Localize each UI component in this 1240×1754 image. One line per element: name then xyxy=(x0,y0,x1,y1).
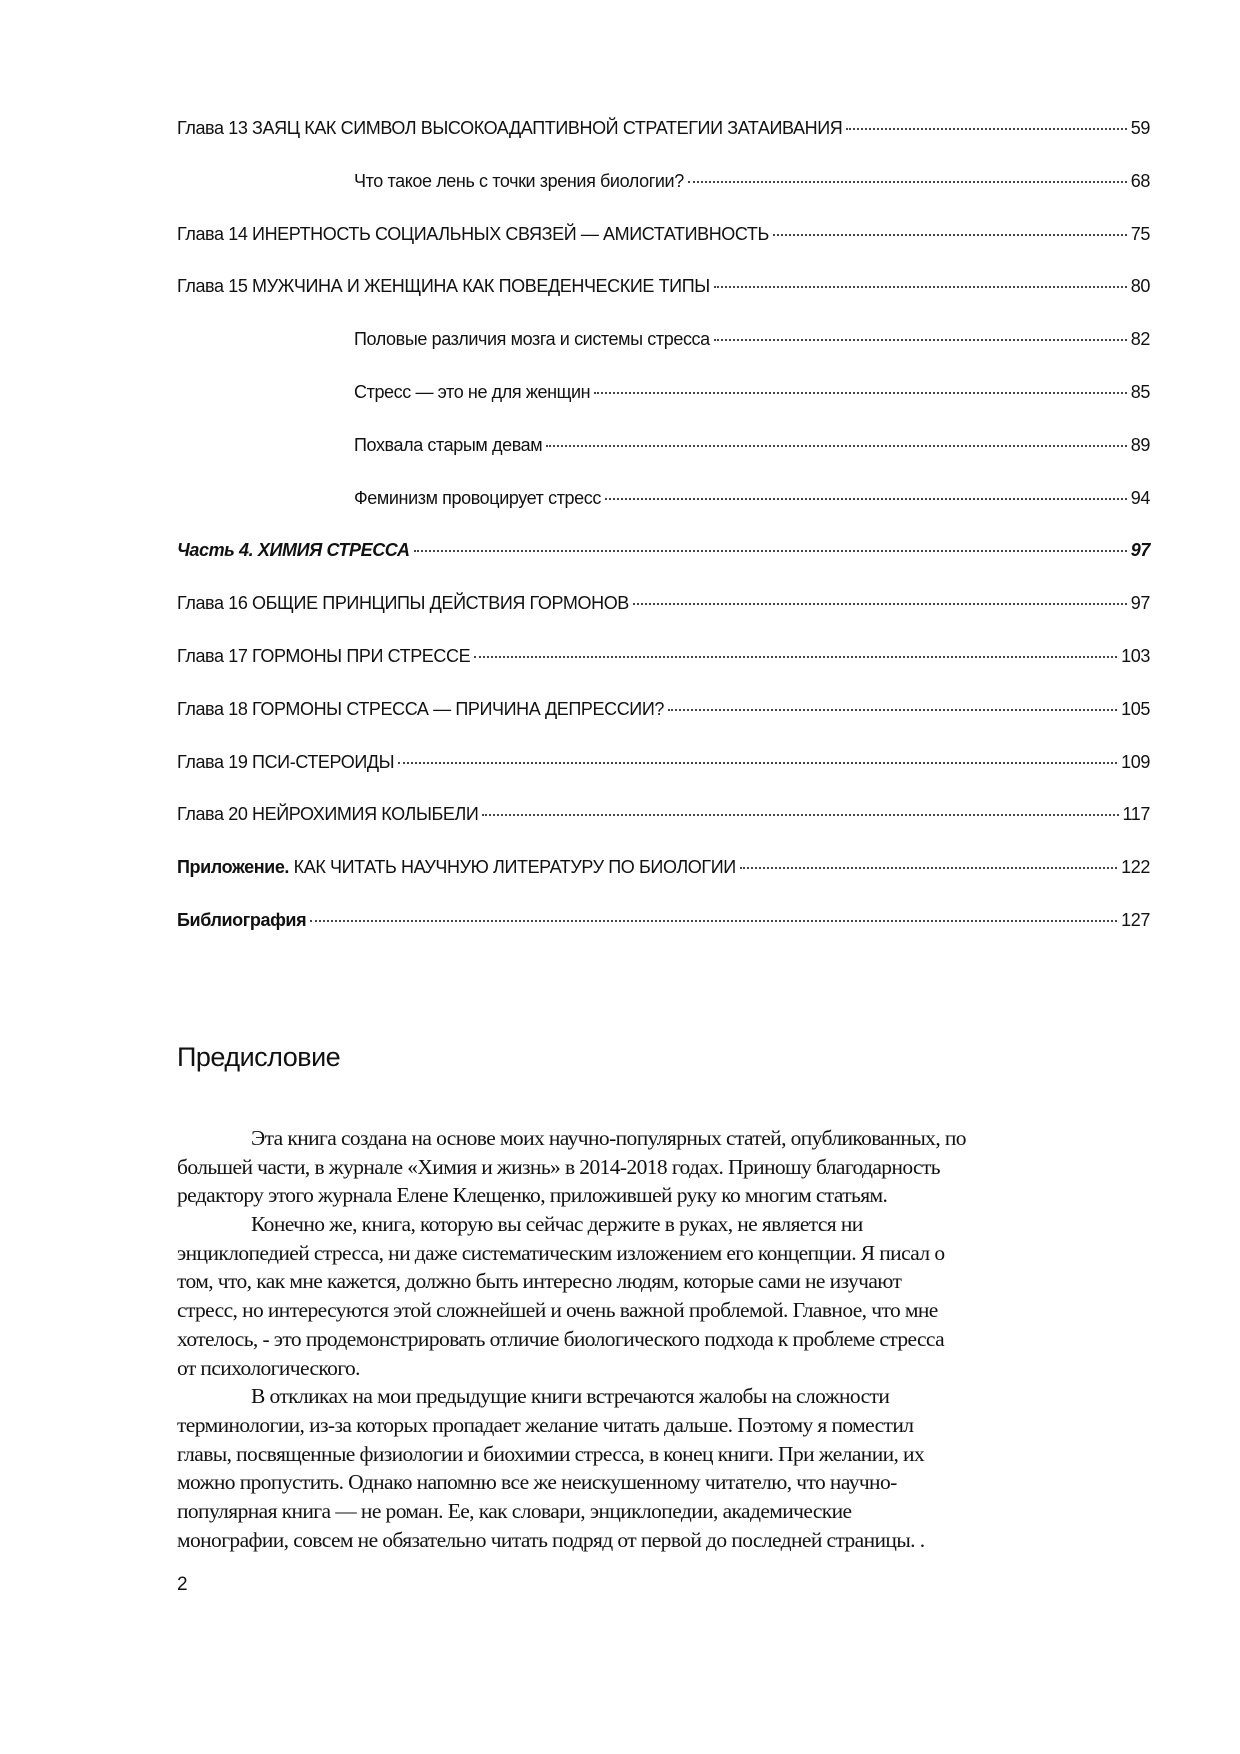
dot-leader xyxy=(773,234,1127,236)
dot-leader xyxy=(546,445,1126,447)
dot-leader xyxy=(714,286,1127,288)
dot-leader xyxy=(482,814,1118,816)
toc-label: КАК ЧИТАТЬ НАУЧНУЮ ЛИТЕРАТУРУ ПО БИОЛОГИИ xyxy=(289,857,736,878)
dot-leader xyxy=(668,709,1117,711)
toc-page: 85 xyxy=(1130,381,1150,402)
text-line: энциклопедией стресса, ни даже систематическим изложением его концепции. Я писал о xyxy=(177,1240,945,1265)
toc-entry[interactable] xyxy=(177,857,1150,910)
toc-page: 82 xyxy=(1130,329,1150,350)
toc-entry[interactable] xyxy=(177,488,1150,541)
toc-entry[interactable] xyxy=(177,171,1150,224)
toc-label-bold: Библиография xyxy=(177,909,307,930)
text-line: хотелось, - это продемонстрировать отличие биологического подхода к проблеме стресса xyxy=(177,1326,945,1351)
preface-heading: Предисловие xyxy=(177,1042,341,1072)
preface-body xyxy=(177,1124,1157,1554)
toc-label: Глава 18 ГОРМОНЫ СТРЕССА — ПРИЧИНА ДЕПРЕССИИ? xyxy=(177,698,664,719)
toc-label: Что такое лень с точки зрения биологии? xyxy=(354,170,684,191)
toc-page: 117 xyxy=(1122,804,1150,825)
toc-label: Глава 15 МУЖЧИНА И ЖЕНЩИНА КАК ПОВЕДЕНЧЕСКИЕ ТИПЫ xyxy=(177,276,710,297)
toc-label: Глава 16 ОБЩИЕ ПРИНЦИПЫ ДЕЙСТВИЯ ГОРМОНОВ xyxy=(177,593,629,614)
dot-leader xyxy=(740,867,1117,869)
toc-entry[interactable] xyxy=(177,804,1150,857)
toc-page: 97 xyxy=(1130,593,1150,614)
toc-entry[interactable] xyxy=(177,699,1150,752)
dot-leader xyxy=(398,762,1117,764)
text-line: Конечно же, книга, которую вы сейчас держите в руках, не является ни xyxy=(251,1212,863,1237)
toc-entry[interactable] xyxy=(177,435,1150,488)
toc-page: 80 xyxy=(1130,276,1150,297)
toc-entry[interactable] xyxy=(177,224,1150,277)
text-line: В откликах на мои предыдущие книги встречаются жалобы на сложности xyxy=(251,1384,890,1409)
dot-leader xyxy=(688,181,1127,183)
toc-page: 122 xyxy=(1121,857,1150,878)
toc-entry[interactable] xyxy=(177,118,1150,171)
dot-leader xyxy=(474,656,1117,658)
toc-label: Глава 19 ПСИ-СТЕРОИДЫ xyxy=(177,751,395,772)
toc-label: Глава 14 ИНЕРТНОСТЬ СОЦИАЛЬНЫХ СВЯЗЕЙ — АМИСТАТИВНОСТЬ xyxy=(177,223,769,244)
text-line: монографии, совсем не обязательно читать подряд от первой до последней страницы. . xyxy=(177,1527,925,1552)
dot-leader xyxy=(310,920,1117,922)
toc-page: 97 xyxy=(1130,540,1150,561)
toc-entry[interactable] xyxy=(177,910,1150,963)
text-line: редактору этого журнала Елене Клещенко, приложившей руку ко многим статьям. xyxy=(177,1183,888,1208)
toc-page: 68 xyxy=(1130,170,1150,191)
text-line: Эта книга создана на основе моих научно-популярных статей, опубликованных, по xyxy=(251,1126,966,1150)
toc-label: Часть 4. ХИМИЯ СТРЕССА xyxy=(177,540,410,561)
toc-label: Феминизм провоцирует стресс xyxy=(354,487,601,508)
text-line: главы, посвященные физиологии и биохимии стресса, в конец книги. При желании, их xyxy=(177,1441,925,1466)
toc-page: 105 xyxy=(1121,698,1150,719)
text-line: том, что, как мне кажется, должно быть интересно людям, которые сами не изучают xyxy=(177,1269,902,1294)
text-line: терминологии, из-за которых пропадает желание читать дальше. Поэтому я поместил xyxy=(177,1412,914,1437)
dot-leader xyxy=(714,339,1127,341)
text-line: от психологического. xyxy=(177,1355,360,1380)
toc-label: Похвала старым девам xyxy=(354,434,543,455)
toc-page: 94 xyxy=(1130,487,1150,508)
toc-label-bold: Приложение. xyxy=(177,857,290,878)
toc-page: 89 xyxy=(1130,434,1150,455)
toc-label: Глава 17 ГОРМОНЫ ПРИ СТРЕССЕ xyxy=(177,645,471,666)
text-line: можно пропустить. Однако напомню все же неискушенному читателю, что научно- xyxy=(177,1470,897,1495)
toc-entry[interactable] xyxy=(177,276,1150,329)
text-line: популярная книга — не роман. Ее, как словари, энциклопедии, академические xyxy=(177,1498,852,1523)
toc-page: 75 xyxy=(1130,223,1150,244)
toc-part-entry[interactable] xyxy=(177,540,1150,593)
toc-page: 127 xyxy=(1121,909,1150,930)
toc-page: 103 xyxy=(1121,645,1150,666)
page-number: 2 xyxy=(177,1574,188,1595)
toc-entry[interactable] xyxy=(177,382,1150,435)
toc-page: 59 xyxy=(1130,118,1150,138)
toc-label: Половые различия мозга и системы стресса xyxy=(354,329,710,350)
text-line: большей части, в журнале «Химия и жизнь» в 2014-2018 годах. Приношу благодарность xyxy=(177,1154,940,1179)
dot-leader xyxy=(846,128,1126,130)
dot-leader xyxy=(594,392,1127,394)
dot-leader xyxy=(633,603,1127,605)
toc-entry[interactable] xyxy=(177,752,1150,805)
toc-label: Глава 13 ЗАЯЦ КАК СИМВОЛ ВЫСОКОАДАПТИВНОЙ СТРАТЕГИИ ЗАТАИВАНИЯ xyxy=(177,118,843,138)
toc-entry[interactable] xyxy=(177,646,1150,699)
toc-label: Стресс — это не для женщин xyxy=(354,381,591,402)
toc-page: 109 xyxy=(1121,751,1150,772)
toc-entry[interactable] xyxy=(177,593,1150,646)
text-line: стресс, но интересуются этой сложнейшей и очень важной проблемой. Главное, что мне xyxy=(177,1298,938,1323)
toc-label: Глава 20 НЕЙРОХИМИЯ КОЛЫБЕЛИ xyxy=(177,804,479,825)
toc-entry[interactable] xyxy=(177,329,1150,382)
dot-leader xyxy=(605,498,1127,500)
table-of-contents xyxy=(177,118,1150,963)
dot-leader xyxy=(414,550,1127,552)
